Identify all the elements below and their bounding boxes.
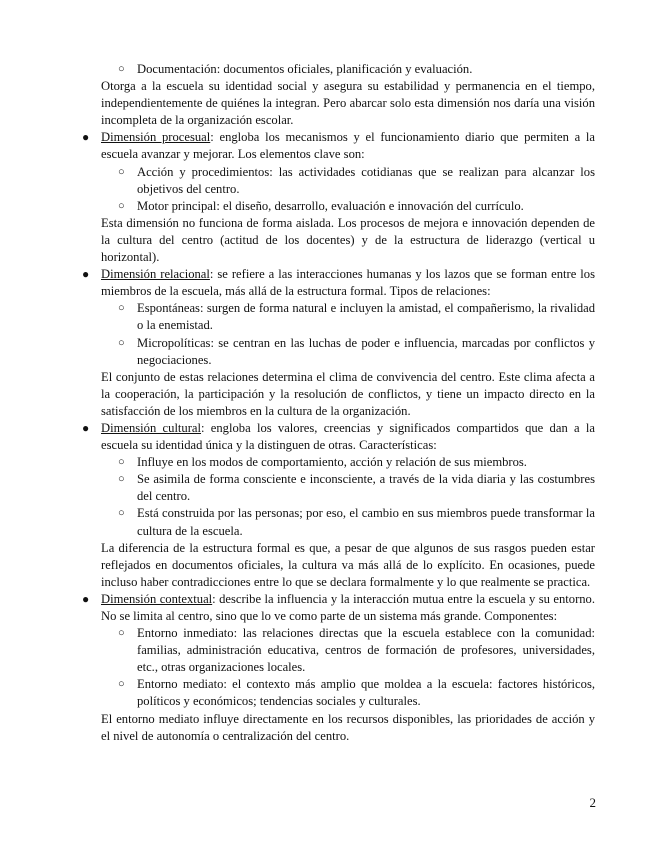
section-title: Dimensión cultural xyxy=(101,420,202,435)
list-item-text: Influye en los modos de comportamiento, acción y relación de sus miembros. xyxy=(137,455,527,470)
section-item xyxy=(82,591,595,625)
section-heading-paragraph xyxy=(101,266,595,300)
list-item xyxy=(82,625,595,676)
disc-bullet-icon: ● xyxy=(82,420,90,435)
section-title: Dimensión contextual xyxy=(101,591,213,606)
section-text: : engloba los valores, creencias y significados compartidos que dan a la escuela su identidad única y la distinguen de otras. Características: xyxy=(101,420,595,453)
circle-bullet-icon: ○ xyxy=(118,199,125,212)
list-item-text: Se asimila de forma consciente e inconsciente, a través de la vida diaria y las costumbres del centro. xyxy=(137,472,595,504)
section-heading-paragraph xyxy=(101,591,595,625)
circle-bullet-icon: ○ xyxy=(118,456,125,469)
section-title: Dimensión relacional xyxy=(101,267,210,282)
circle-bullet-icon: ○ xyxy=(118,302,125,315)
list-item xyxy=(82,454,595,471)
list-item xyxy=(82,164,595,198)
list-item xyxy=(82,335,595,369)
section-heading-paragraph xyxy=(101,129,595,163)
list-item-text: Espontáneas: surgen de forma natural e incluyen la amistad, el compañerismo, la rivalidad o la enemistad. xyxy=(137,301,595,333)
disc-bullet-icon: ● xyxy=(82,267,90,282)
list-item-text: Entorno inmediato: las relaciones directas que la escuela establece con la comunidad: familias, administración educativa, centros de formación de profesores, universidades, etc., otras organizaciones locales. xyxy=(137,626,595,675)
circle-bullet-icon: ○ xyxy=(118,627,125,640)
section-procesual xyxy=(82,129,595,214)
section-text: : describe la influencia y la interacción mutua entre la escuela y su entorno. No se limita al centro, sino que lo ve como parte de un sistema más grande. Componentes: xyxy=(101,591,595,623)
section-item xyxy=(82,420,595,454)
section-relacional xyxy=(82,266,595,369)
paragraph: Esta dimensión no funciona de forma aislada. Los procesos de mejora e innovación dependen de la cultura del centro (actitud de los docentes) y de la estructura de liderazgo (vertical u horizontal). xyxy=(101,215,595,265)
paragraph: El conjunto de estas relaciones determina el clima de convivencia del centro. Este clima afecta a la cooperación, la participación y la resolución de conflictos, y tiene un impacto directo en la satisfacción de los miembros en la cultura de la organización. xyxy=(101,369,595,418)
section-heading-paragraph xyxy=(101,420,595,454)
circle-bullet-icon: ○ xyxy=(118,678,125,691)
list-item xyxy=(82,61,595,78)
list-item xyxy=(82,300,595,334)
list-item-text: Entorno mediato: el contexto más amplio que moldea a la escuela: factores históricos, políticos y económicos; tendencias sociales y culturales. xyxy=(137,677,595,709)
list-item xyxy=(82,676,595,710)
page-number: 2 xyxy=(589,795,596,810)
circle-bullet-icon: ○ xyxy=(118,165,125,178)
page-content xyxy=(82,61,595,745)
section-title: Dimensión procesual xyxy=(101,130,211,145)
paragraph: El entorno mediato influye directamente en los recursos disponibles, las prioridades de acción y el nivel de autonomía o centralización del centro. xyxy=(101,711,595,743)
paragraph: Otorga a la escuela su identidad social y asegura su estabilidad y permanencia en el tiempo, independientemente de quiénes la integran. Pero abarcar solo esta dimensión nos daría una visión incompleta de la organización escolar. xyxy=(101,79,595,128)
circle-bullet-icon: ○ xyxy=(118,63,125,75)
section-cultural xyxy=(82,420,595,540)
list-item xyxy=(82,198,595,215)
list-item-text: Micropolíticas: se centran en las luchas de poder e influencia, marcadas por conflictos y negociaciones. xyxy=(137,335,595,367)
disc-bullet-icon: ● xyxy=(82,130,90,145)
section-text: : engloba los mecanismos y el funcionamiento diario que permiten a la escuela avanzar y mejorar. Los elementos clave son: xyxy=(101,130,596,162)
circle-bullet-icon: ○ xyxy=(118,507,125,520)
section-item xyxy=(82,266,595,300)
list-item-text: Está construida por las personas; por eso, el cambio en sus miembros puede transformar la cultura de la escuela. xyxy=(137,506,595,538)
paragraph: La diferencia de la estructura formal es que, a pesar de que algunos de sus rasgos pueden estar reflejados en documentos oficiales, la cultura va más allá de lo explícito. En ocasiones, puede incluso haber contradicciones entre lo que se declara formalmente y lo que realmente se practica. xyxy=(101,540,595,589)
list-item xyxy=(82,471,595,505)
list-item-text: Documentación: documentos oficiales, planificación y evaluación. xyxy=(137,62,473,76)
disc-bullet-icon: ● xyxy=(82,591,90,606)
list-item-text: Acción y procedimientos: las actividades cotidianas que se realizan para alcanzar los objetivos del centro. xyxy=(137,164,595,196)
section-contextual xyxy=(82,591,595,711)
intro-sublist xyxy=(82,61,595,78)
section-item xyxy=(82,129,595,163)
circle-bullet-icon: ○ xyxy=(118,473,125,486)
section-text: : se refiere a las interacciones humanas y los lazos que se forman entre los miembros de la escuela, más allá de la estructura formal. Tipos de relaciones: xyxy=(101,267,596,299)
circle-bullet-icon: ○ xyxy=(118,336,125,349)
list-item xyxy=(82,505,595,539)
list-item-text: Motor principal: el diseño, desarrollo, evaluación e innovación del currículo. xyxy=(137,198,524,213)
